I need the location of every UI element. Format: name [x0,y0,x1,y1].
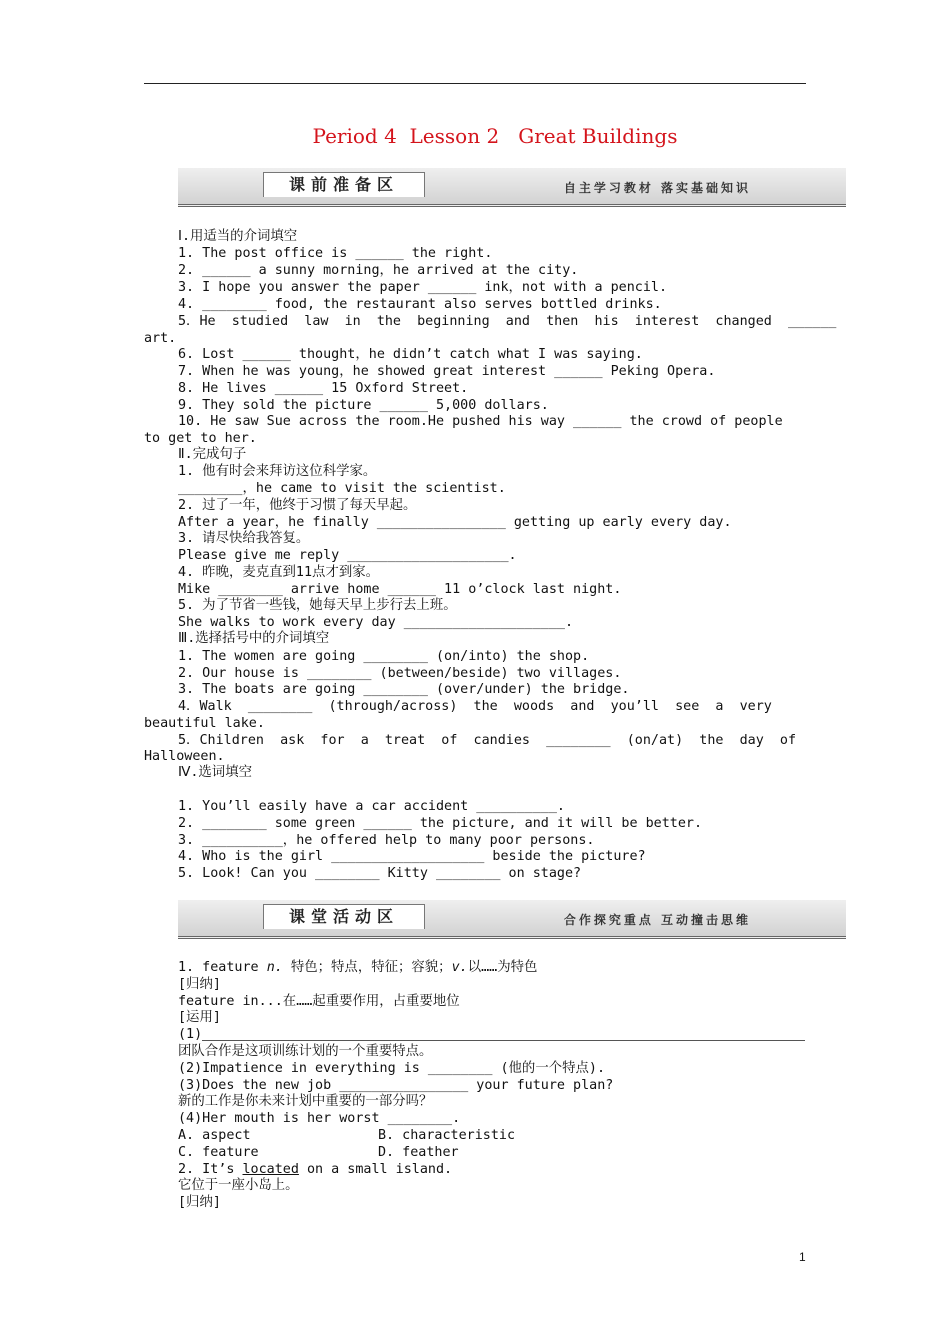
part1-q5-line1: 5．He studied law in the beginning and then his interest changed ______ [178,314,837,329]
part1-q1: 1. The post office is ______ the right. [178,246,493,261]
part3-q1: 1. The women are going ________ (on/into) the shop. [178,649,590,664]
practice-1-answer-line [202,1040,805,1041]
part3-q4-line2: beautiful lake. [144,716,265,731]
practice-4: (4)Her mouth is her worst ________. [178,1111,461,1126]
class-phrase: feature in...在……起重要作用，占重要地位 [178,994,460,1009]
part2-q2-en: After a year，he finally ________________ getting up early every day. [178,515,732,530]
part1-q7: 7. When he was young，he showed great interest ______ Peking Opera. [178,364,716,379]
part1-q9: 9. They sold the picture ______ 5,000 dollars. [178,398,549,413]
part4-heading: Ⅳ.选词填空 [178,765,252,780]
part2-q5-cn: 5. 为了节省一些钱，她每天早上步行去上班。 [178,598,457,613]
part4-q1: 1. You’ll easily have a car accident __________. [178,799,565,814]
option-c: C. feature [178,1145,259,1160]
class-summary-label: [归纳] [178,977,221,992]
part2-q1-en: ________，he came to visit the scientist. [178,481,506,496]
part2-heading: Ⅱ.完成句子 [178,447,247,462]
part2-q3-en: Please give me reply ____________________. [178,548,517,563]
part3-q4-line1: 4．Walk ________ (through/across) the woods and you’ll see a very [178,699,772,714]
page-number: 1 [799,1250,806,1264]
part2-q5-en: She walks to work every day ____________________. [178,615,574,630]
part1-q8: 8. He lives ______ 15 Oxford Street. [178,381,469,396]
class-item2-cn: 它位于一座小岛上。 [178,1178,299,1193]
part1-q3: 3. I hope you answer the paper ______ ink，not with a pencil. [178,280,668,295]
item1-pos-noun: n. [266,960,283,975]
class-item2 [178,1161,452,1178]
option-b: B. characteristic [378,1128,516,1143]
header-rule [144,83,806,84]
part2-q1-cn: 1. 他有时会来拜访这位科学家。 [178,464,377,479]
part4-q2: 2. ________ some green ______ the picture, and it will be better. [178,816,703,831]
class-item1 [178,959,537,976]
part4-q5: 5. Look! Can you ________ Kitty ________ on stage? [178,866,582,881]
part3-q5-line1: 5．Children ask for a treat of candies ________ (on/at) the day of [178,733,797,748]
part3-q3: 3. The boats are going ________ (over/under) the bridge. [178,682,630,697]
item2-prefix: 2. It’s [178,1162,243,1177]
item1-word: 1. feature [178,960,267,975]
section-slogan-pre: 自主学习教材 落实基础知识 [563,181,751,195]
class-practice-label: [运用] [178,1010,221,1025]
practice-3-cn: 新的工作是你未来计划中重要的一部分吗？ [178,1094,433,1109]
part2-q4-cn: 4. 昨晚，麦克直到11点才到家。 [178,565,379,580]
part1-q6: 6. Lost ______ thought，he didn’t catch what I was saying. [178,347,643,362]
part1-heading: Ⅰ.用适当的介词填空 [178,229,298,244]
item1-verb-meaning: 以……为特色 [467,960,538,975]
part2-q4-en: Mike ________ arrive home ______ 11 o’clock last night. [178,582,622,597]
part3-q5-line2: Halloween. [144,749,225,764]
practice-1: (1) [178,1027,203,1042]
page-title: Period 4 Lesson 2 Great Buildings [312,124,678,148]
part2-q3-cn: 3. 请尽快给我答复。 [178,531,310,546]
class-summary-label-2: [归纳] [178,1195,221,1210]
item2-suffix: on a small island. [298,1162,453,1177]
practice-2: (2)Impatience in everything is ________ (他的一个特点). [178,1061,606,1076]
part4-q4: 4. Who is the girl ___________________ beside the picture? [178,849,646,864]
section-tab-pre: 课前准备区 [263,172,425,197]
item2-keyword: located [242,1162,299,1177]
option-a: A. aspect [178,1128,251,1143]
section-tab-class: 课堂活动区 [263,904,425,929]
section-banner-pre [178,168,846,207]
part2-q2-cn: 2. 过了一年，他终于习惯了每天早起。 [178,498,417,513]
part1-q10-line2: to get to her. [144,431,257,446]
part3-heading: Ⅲ.选择括号中的介词填空 [178,631,330,646]
part1-q5-line2: art. [144,331,177,346]
practice-3: (3)Does the new job ________________ your future plan? [178,1078,614,1093]
item1-meaning: 特色；特点，特征；容貌； [282,960,452,975]
option-d: D. feather [378,1145,459,1160]
part3-q2: 2. Our house is ________ (between/beside) two villages. [178,666,622,681]
part4-q3: 3. __________，he offered help to many poor persons. [178,833,595,848]
practice-1-cn: 团队合作是这项训练计划的一个重要特点。 [178,1044,433,1059]
part1-q2: 2. ______ a sunny morning，he arrived at the city. [178,263,579,278]
item1-pos-verb: v. [451,960,468,975]
section-slogan-class: 合作探究重点 互动撞击思维 [563,913,751,927]
part1-q10-line1: 10. He saw Sue across the room.He pushed his way ______ the crowd of people [178,414,783,429]
section-banner-class [178,900,846,939]
part1-q4: 4. ________ food, the restaurant also serves bottled drinks. [178,297,662,312]
